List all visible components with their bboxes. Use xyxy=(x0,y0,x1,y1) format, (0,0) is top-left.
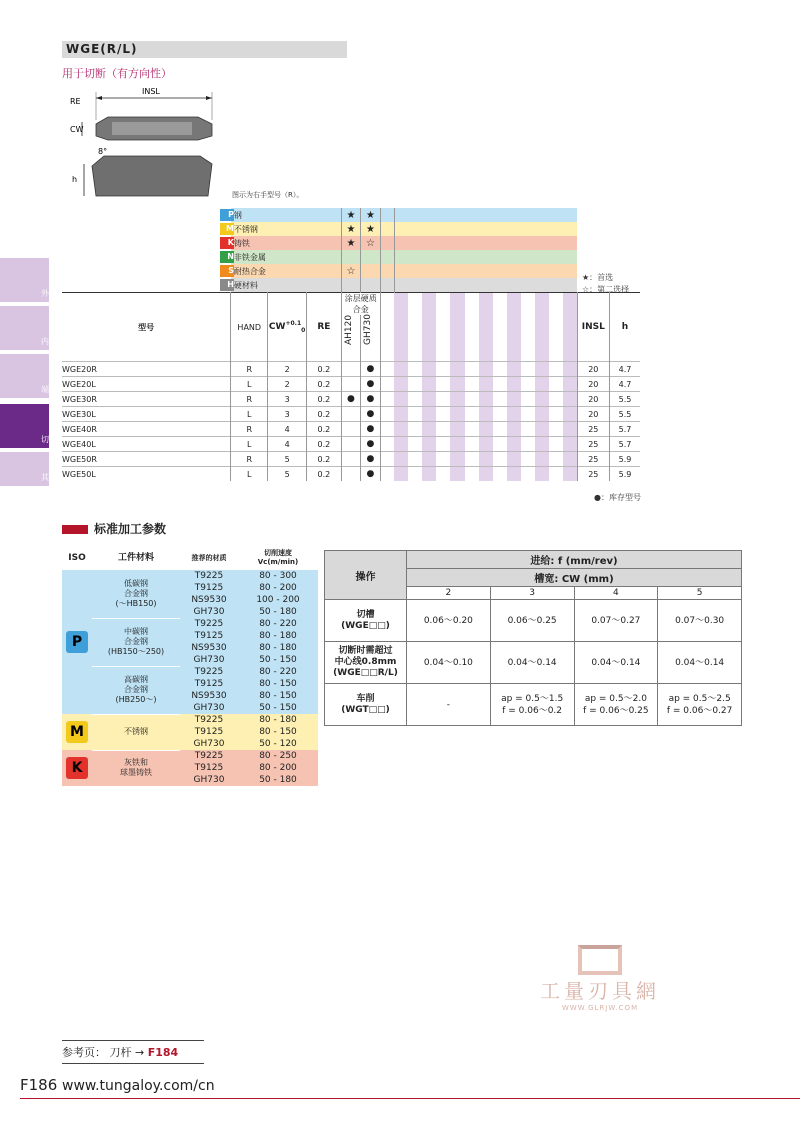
model-header: 型号 xyxy=(138,322,155,332)
model-cell: WGE40R xyxy=(62,424,97,434)
grade1-mark: ☆ xyxy=(341,264,360,278)
side-tab-internal[interactable] xyxy=(0,306,57,350)
h-label: h xyxy=(72,175,78,184)
op-cell: 切断时需超过 中心线0.8mm (WGE□□R/L) xyxy=(325,642,407,684)
width-header: 槽宽: CW (mm) xyxy=(407,569,742,587)
reference-page-link[interactable]: F184 xyxy=(147,1046,179,1059)
side-tab-cutoff[interactable] xyxy=(0,404,57,448)
width-cell: 4 xyxy=(574,587,658,600)
material-name: 钢 xyxy=(231,208,341,222)
material-name: 耐热合金 xyxy=(231,264,341,278)
model-cell: WGE40L xyxy=(62,439,96,449)
grade2-cell: ● xyxy=(361,422,380,437)
material-row xyxy=(62,236,640,250)
speed-cell: 50 - 180 xyxy=(238,606,318,618)
h-cell: 5.7 xyxy=(610,422,640,437)
speed-cell: 80 - 220 xyxy=(238,618,318,630)
grade-cell: GH730 xyxy=(180,738,238,750)
h-cell: 4.7 xyxy=(610,362,640,377)
grade1-mark: ★ xyxy=(341,236,360,250)
cw-cell: 2 xyxy=(268,377,307,392)
grade-cell: NS9530 xyxy=(180,642,238,654)
cutting-params-table xyxy=(62,546,318,787)
grade2-cell: ● xyxy=(361,407,380,422)
page-subtitle: 用于切断（有方向性） xyxy=(62,67,172,80)
feed-value: 0.04～0.14 xyxy=(490,642,574,684)
h-cell: 4.7 xyxy=(610,377,640,392)
table-row xyxy=(62,362,640,377)
h-cell: 5.7 xyxy=(610,437,640,452)
speed-cell: 80 - 150 xyxy=(238,678,318,690)
speed-cell: 80 - 150 xyxy=(238,690,318,702)
model-cell: WGE20L xyxy=(62,379,96,389)
params-heading-text: 标准加工参数 xyxy=(94,522,167,536)
re-cell: 0.2 xyxy=(307,392,342,407)
insl-cell: 20 xyxy=(577,362,609,377)
coated-header: 涂层硬质合金 xyxy=(341,293,380,316)
feed-value: 0.04～0.10 xyxy=(407,642,491,684)
table-row xyxy=(62,422,640,437)
grade-cell: GH730 xyxy=(180,774,238,786)
grade-cell: GH730 xyxy=(180,702,238,714)
page-number: F186 xyxy=(20,1076,58,1094)
grade1-mark xyxy=(341,250,360,264)
grade1-cell xyxy=(341,362,360,377)
grade1-cell xyxy=(341,452,360,467)
material-row xyxy=(62,208,640,222)
model-cell: WGE30L xyxy=(62,409,96,419)
grade1-cell xyxy=(341,437,360,452)
side-tab-label: 内孔 xyxy=(41,337,57,346)
speed-cell: 80 - 150 xyxy=(238,726,318,738)
grade-cell: T9225 xyxy=(180,750,238,762)
material-cell: 低碳钢 合金钢 (～HB150) xyxy=(92,570,180,618)
hand-cell: L xyxy=(231,377,268,392)
feed-value: 0.04～0.14 xyxy=(574,642,658,684)
feed-value: ap = 0.5～2.5 f = 0.06～0.27 xyxy=(658,684,742,726)
table-row xyxy=(62,437,640,452)
feed-value: ap = 0.5～2.0 f = 0.06～0.25 xyxy=(574,684,658,726)
side-tab-label: 其它 xyxy=(41,473,57,482)
cw-tol-bottom: 0 xyxy=(301,326,306,334)
material-code-P: P xyxy=(220,209,234,221)
re-cell: 0.2 xyxy=(307,377,342,392)
h-cell: 5.5 xyxy=(610,407,640,422)
op-cell: 切槽 (WGE□□) xyxy=(325,600,407,642)
material-header: 工件材料 xyxy=(117,553,154,563)
speed-cell: 50 - 180 xyxy=(238,774,318,786)
speed-cell: 80 - 300 xyxy=(238,570,318,582)
re-cell: 0.2 xyxy=(307,437,342,452)
cw-cell: 4 xyxy=(268,422,307,437)
speed-header: 切削速度 xyxy=(264,549,292,557)
feed-header: 进给: f (mm/rev) xyxy=(407,551,742,569)
grade2-header: GH730 xyxy=(363,314,374,345)
op-header: 操作 xyxy=(325,551,407,600)
param-row xyxy=(62,714,318,726)
hand-cell: R xyxy=(231,452,268,467)
width-cell: 2 xyxy=(407,587,491,600)
hand-cell: L xyxy=(231,407,268,422)
model-cell: WGE50R xyxy=(62,454,97,464)
speed-cell: 50 - 150 xyxy=(238,654,318,666)
grade1-cell: ● xyxy=(341,392,360,407)
hand-cell: R xyxy=(231,422,268,437)
cw-cell: 5 xyxy=(268,452,307,467)
grade2-cell: ● xyxy=(361,392,380,407)
speed-cell: 80 - 180 xyxy=(238,630,318,642)
material-cell: 灰铁和 球墨铸铁 xyxy=(92,750,180,786)
hand-cell: L xyxy=(231,467,268,482)
cw-cell: 5 xyxy=(268,467,307,482)
material-code-S: S xyxy=(220,265,234,277)
table-row xyxy=(62,392,640,407)
speed-cell: 80 - 220 xyxy=(238,666,318,678)
insl-cell: 25 xyxy=(577,437,609,452)
insl-cell: 25 xyxy=(577,422,609,437)
feed-value: 0.04～0.14 xyxy=(658,642,742,684)
grade-cell: NS9530 xyxy=(180,594,238,606)
model-cell: WGE30R xyxy=(62,394,97,404)
table-row xyxy=(325,600,742,642)
hand-header: HAND xyxy=(231,293,268,362)
material-code-M: M xyxy=(220,223,234,235)
grade1-mark: ★ xyxy=(341,208,360,222)
grade2-mark xyxy=(361,250,380,264)
grade-cell: T9225 xyxy=(180,570,238,582)
material-cell: 高碳钢 合金钢 (HB250～) xyxy=(92,666,180,714)
insl-cell: 25 xyxy=(577,452,609,467)
hand-cell: R xyxy=(231,362,268,377)
watermark-url: WWW.GLRJW.COM xyxy=(561,1004,639,1012)
insl-header: INSL xyxy=(577,293,609,362)
material-name: 铸铁 xyxy=(231,236,341,250)
cw-cell: 4 xyxy=(268,437,307,452)
re-label: RE xyxy=(70,97,81,106)
feed-value: 0.06～0.25 xyxy=(490,600,574,642)
material-row xyxy=(62,264,640,278)
side-tab-label: 端面 xyxy=(41,385,57,394)
cw-header xyxy=(268,293,307,362)
product-table xyxy=(62,208,640,481)
material-row xyxy=(62,278,640,293)
params-heading xyxy=(62,520,166,537)
grade2-cell: ● xyxy=(361,467,380,482)
angle-label: 8° xyxy=(98,147,108,156)
insl-cell: 20 xyxy=(577,377,609,392)
grade2-cell: ● xyxy=(361,362,380,377)
grade-header: 推荐的材质 xyxy=(191,553,227,562)
footer-rule xyxy=(20,1098,800,1099)
cw-label: CW xyxy=(268,322,286,333)
grade2-mark: ☆ xyxy=(361,236,380,250)
cw-label: CW xyxy=(70,125,84,134)
table-row xyxy=(62,467,640,482)
table-row xyxy=(62,377,640,392)
reference-item: 刀杆 → xyxy=(109,1046,145,1059)
grade-cell: T9225 xyxy=(180,714,238,726)
legend-first: ★：首选 xyxy=(582,273,614,282)
speed-cell: 50 - 120 xyxy=(238,738,318,750)
grade1-mark xyxy=(341,278,360,293)
hand-cell: L xyxy=(231,437,268,452)
h-cell: 5.9 xyxy=(610,452,640,467)
insl-cell: 25 xyxy=(577,467,609,482)
insl-label: INSL xyxy=(142,87,160,96)
hand-cell: R xyxy=(231,392,268,407)
model-cell: WGE50L xyxy=(62,469,96,479)
iso-code-M: M xyxy=(66,721,88,743)
material-cell: 中碳钢 合金钢 (HB150～250) xyxy=(92,618,180,666)
speed-cell: 80 - 200 xyxy=(238,762,318,774)
re-cell: 0.2 xyxy=(307,362,342,377)
speed-cell: 80 - 180 xyxy=(238,714,318,726)
speed-cell: 50 - 150 xyxy=(238,702,318,714)
re-cell: 0.2 xyxy=(307,467,342,482)
cw-cell: 3 xyxy=(268,392,307,407)
grade-cell: NS9530 xyxy=(180,690,238,702)
grade2-mark: ★ xyxy=(361,208,380,222)
grade-cell: T9125 xyxy=(180,726,238,738)
material-code-H: H xyxy=(220,279,234,291)
param-row xyxy=(62,750,318,762)
cw-cell: 2 xyxy=(268,362,307,377)
op-cell: 车削 (WGT□□) xyxy=(325,684,407,726)
side-tab-face[interactable] xyxy=(0,354,57,398)
grade1-cell xyxy=(341,467,360,482)
watermark-text: 工量刃具網 xyxy=(540,979,660,1003)
grade2-cell: ● xyxy=(361,377,380,392)
speed-cell: 100 - 200 xyxy=(238,594,318,606)
grade-cell: GH730 xyxy=(180,654,238,666)
feed-value: 0.06～0.20 xyxy=(407,600,491,642)
param-row xyxy=(62,666,318,678)
side-tab-label: 外圆 xyxy=(41,289,57,298)
material-code-K: K xyxy=(220,237,234,249)
insl-cell: 20 xyxy=(577,407,609,422)
speed-unit: Vc(m/min) xyxy=(257,558,299,566)
grade2-mark xyxy=(361,278,380,293)
re-cell: 0.2 xyxy=(307,422,342,437)
grade2-mark xyxy=(361,264,380,278)
diagram-caption: 图示为右手型号（R）。 xyxy=(232,191,304,199)
grade-cell: GH730 xyxy=(180,606,238,618)
insert-diagram xyxy=(62,84,232,204)
grade1-cell xyxy=(341,422,360,437)
grade1-cell xyxy=(341,407,360,422)
grade-cell: T9125 xyxy=(180,678,238,690)
legend-stock: ●：库存型号 xyxy=(594,493,641,502)
footer-url[interactable]: www.tungaloy.com/cn xyxy=(62,1078,215,1094)
speed-cell: 80 - 200 xyxy=(238,582,318,594)
side-tab-other[interactable] xyxy=(0,452,57,486)
h-header: h xyxy=(610,293,640,362)
page-title: WGE(R/L) xyxy=(62,41,347,58)
speed-cell: 80 - 250 xyxy=(238,750,318,762)
material-row xyxy=(62,250,640,264)
material-name: 非铁金属 xyxy=(231,250,341,264)
material-name: 不锈钢 xyxy=(231,222,341,236)
feed-value: 0.07～0.27 xyxy=(574,600,658,642)
grade-cell: T9125 xyxy=(180,630,238,642)
grade1-header: AH120 xyxy=(343,314,354,345)
cw-cell: 3 xyxy=(268,407,307,422)
h-cell: 5.9 xyxy=(610,467,640,482)
width-cell: 3 xyxy=(490,587,574,600)
grade2-cell: ● xyxy=(361,452,380,467)
grade2-cell: ● xyxy=(361,437,380,452)
table-row xyxy=(62,452,640,467)
grade-cell: T9225 xyxy=(180,666,238,678)
table-row xyxy=(325,642,742,684)
cw-tol-top: +0.1 xyxy=(285,320,302,328)
grade-cell: T9225 xyxy=(180,618,238,630)
re-cell: 0.2 xyxy=(307,452,342,467)
iso-code-P: P xyxy=(66,631,88,653)
side-tab-label: 切断 xyxy=(41,435,57,444)
grade2-mark: ★ xyxy=(361,222,380,236)
material-code-N: N xyxy=(220,251,234,263)
h-cell: 5.5 xyxy=(610,392,640,407)
feed-value: - xyxy=(407,684,491,726)
param-row xyxy=(62,618,318,630)
table-row xyxy=(62,407,640,422)
feed-table xyxy=(324,550,742,726)
grade-cell: T9125 xyxy=(180,762,238,774)
reference-label: 参考页： xyxy=(62,1046,106,1059)
speed-cell: 80 - 180 xyxy=(238,642,318,654)
table-row xyxy=(325,684,742,726)
insl-cell: 20 xyxy=(577,392,609,407)
watermark xyxy=(540,945,660,1012)
re-header: RE xyxy=(307,293,342,362)
reference-box xyxy=(62,1040,204,1064)
side-tab-external[interactable] xyxy=(0,258,57,302)
feed-value: 0.07～0.30 xyxy=(658,600,742,642)
iso-header: ISO xyxy=(68,553,86,563)
width-cell: 5 xyxy=(658,587,742,600)
grade1-cell xyxy=(341,377,360,392)
re-cell: 0.2 xyxy=(307,407,342,422)
material-cell: 不锈钢 xyxy=(92,714,180,750)
legend-second: ☆：第二选择 xyxy=(582,285,630,294)
grade-cell: T9125 xyxy=(180,582,238,594)
watermark-logo xyxy=(578,945,622,975)
material-row xyxy=(62,222,640,236)
material-name: 硬材料 xyxy=(231,278,341,293)
param-row xyxy=(62,570,318,582)
model-cell: WGE20R xyxy=(62,364,97,374)
grade1-mark: ★ xyxy=(341,222,360,236)
feed-value: ap = 0.5～1.5 f = 0.06～0.2 xyxy=(490,684,574,726)
iso-code-K: K xyxy=(66,757,88,779)
